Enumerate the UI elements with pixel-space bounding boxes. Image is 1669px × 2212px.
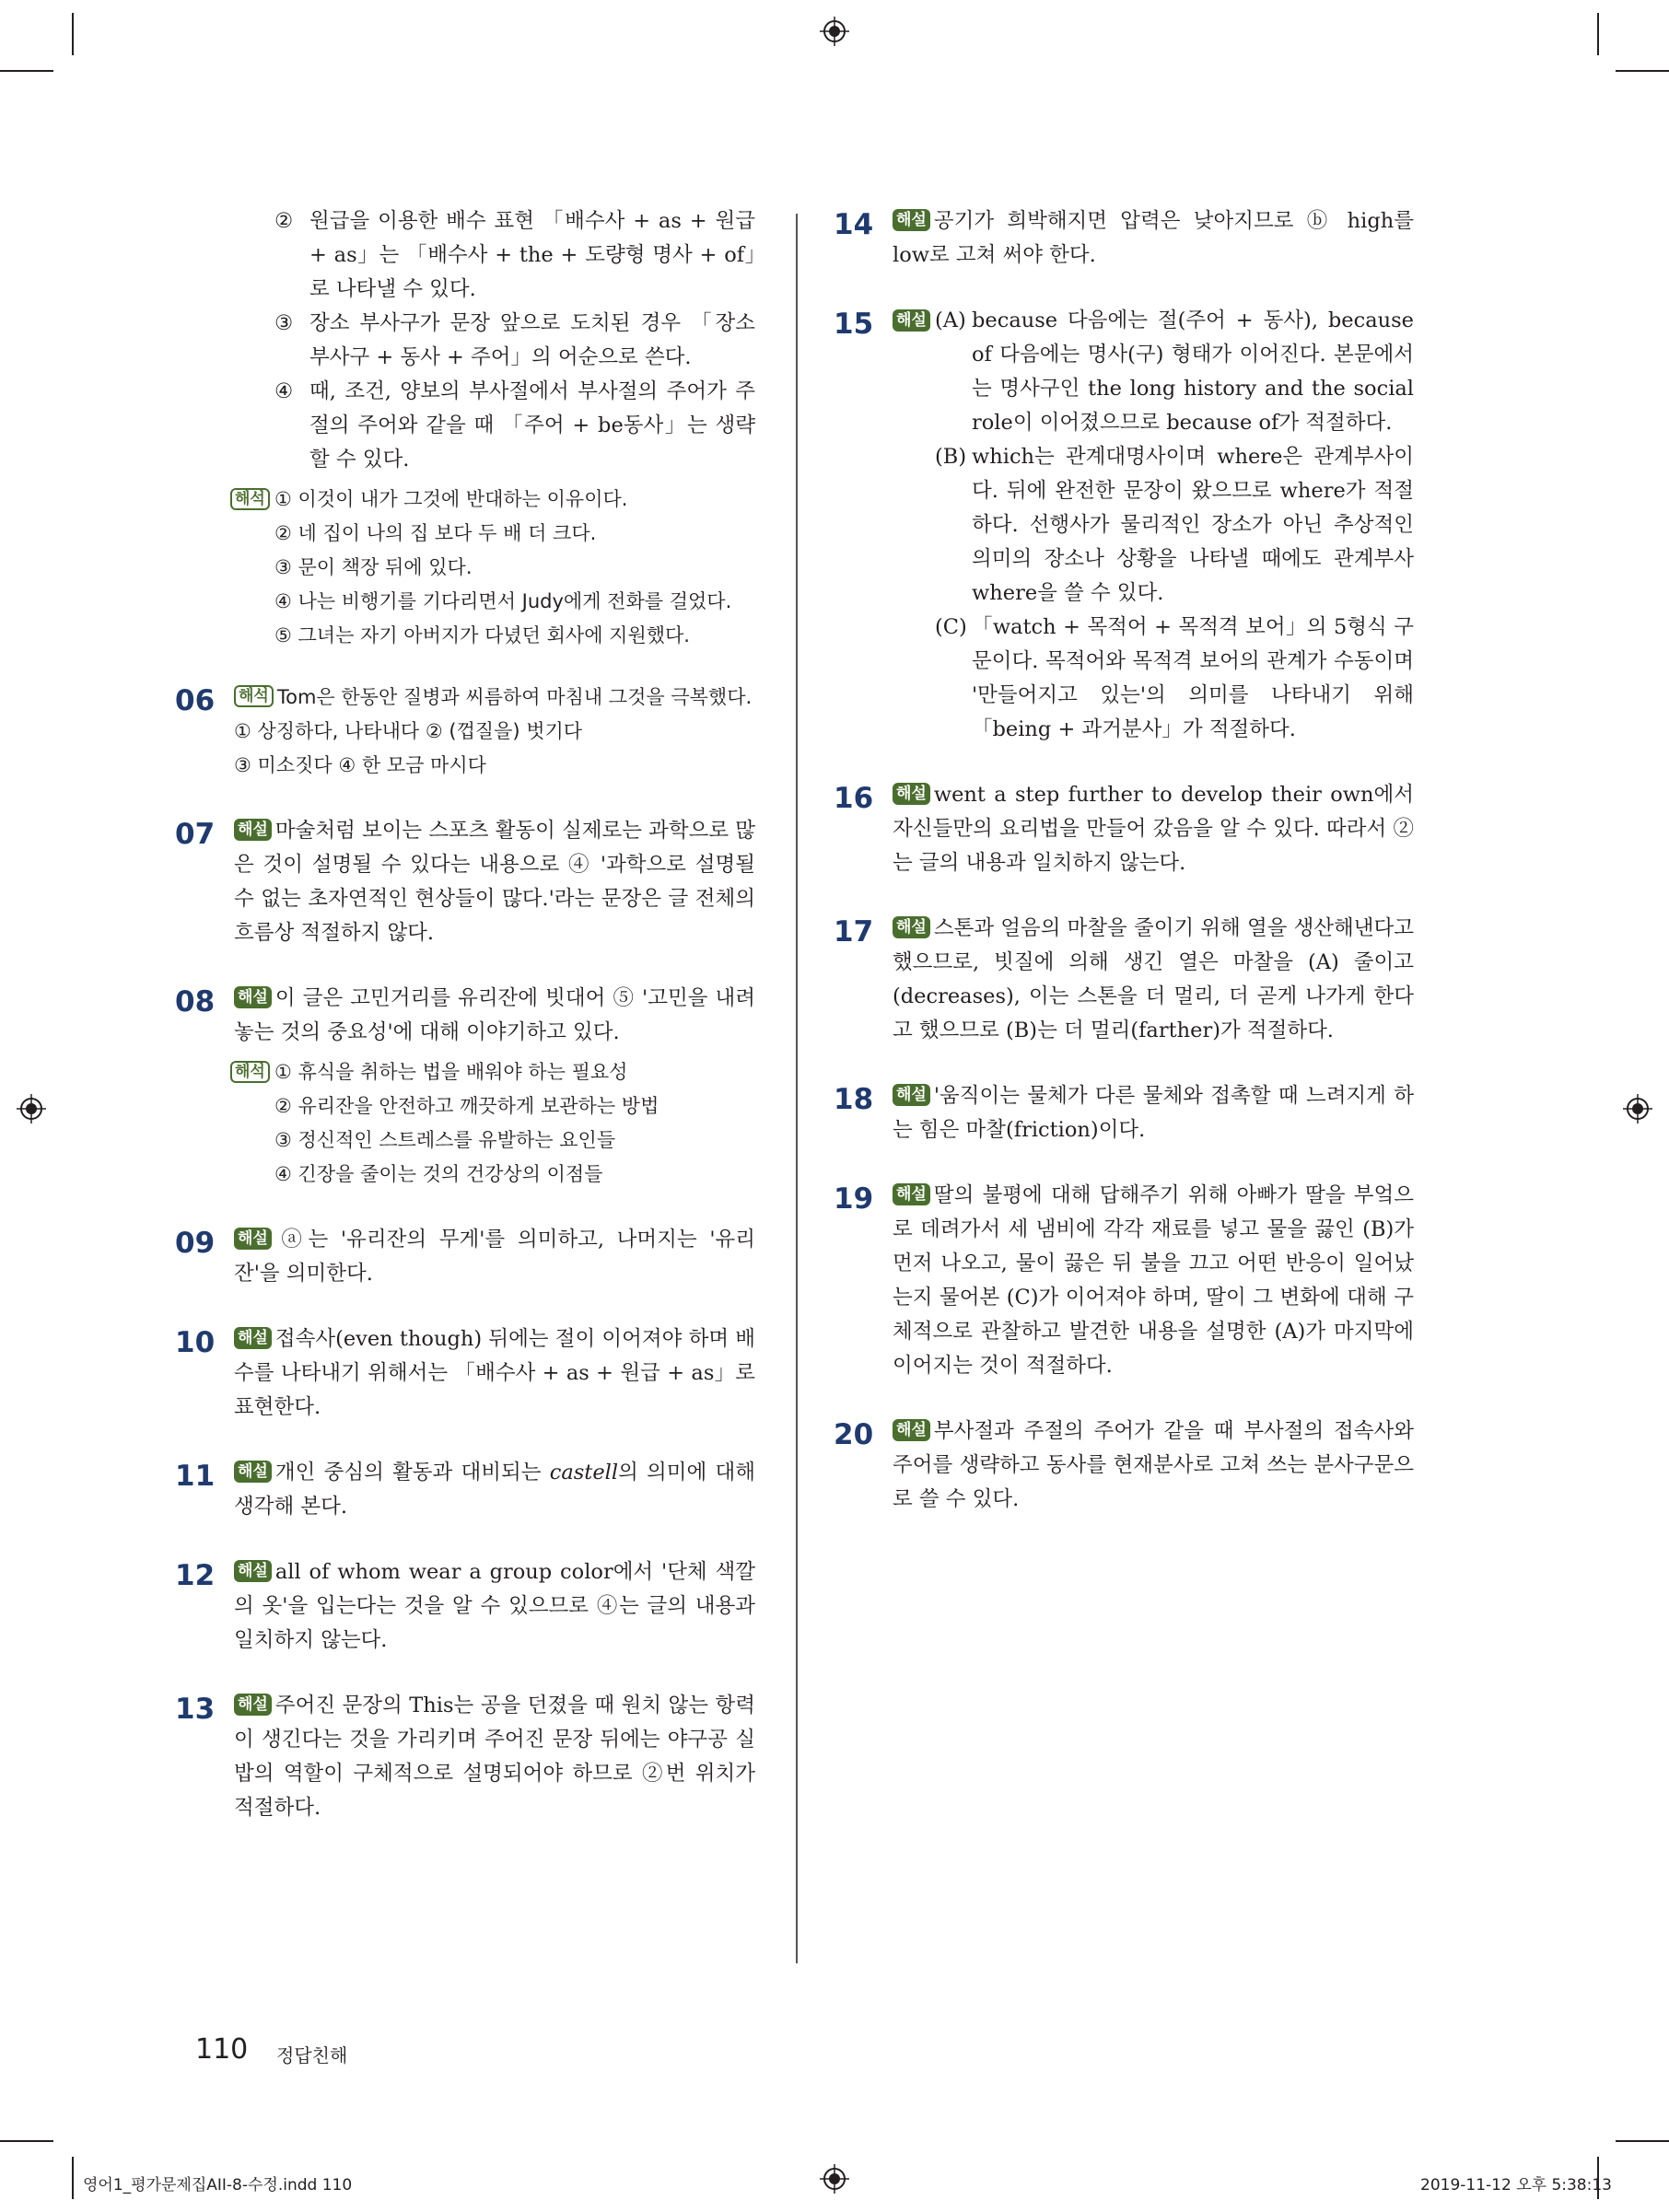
column-divider bbox=[796, 214, 798, 1963]
question-number: 15 bbox=[834, 308, 874, 341]
explanation-text: 마술처럼 보이는 스포츠 활동이 실제로는 과학으로 많은 것이 설명될 수 있다는 내용으로 ④ '과학으로 설명될 수 없는 초자연적인 현상들이 많다.'라는 문장은 글 전체의 흐름상 적절하지 않다. bbox=[234, 819, 755, 945]
question-06 bbox=[175, 681, 755, 783]
translation-line: ④ 긴장을 줄이는 것의 건강상의 이점들 bbox=[274, 1163, 603, 1185]
item-mark: ④ bbox=[274, 379, 294, 403]
translation-block bbox=[230, 483, 755, 653]
crop-mark bbox=[72, 2157, 74, 2199]
registration-mark-icon bbox=[820, 2164, 849, 2194]
explanation bbox=[893, 1415, 1414, 1517]
question-number: 19 bbox=[834, 1182, 874, 1216]
translation-line: ④ 나는 비행기를 기다리면서 Judy에게 전화를 걸었다. bbox=[274, 590, 732, 612]
translation-badge: 해석 bbox=[230, 1061, 270, 1083]
explanation bbox=[234, 982, 755, 1050]
question-17 bbox=[834, 912, 1414, 1048]
registration-mark-icon bbox=[17, 1094, 46, 1123]
translation-line: ① 휴식을 취하는 법을 배워야 하는 필요성 bbox=[274, 1061, 628, 1083]
explanation bbox=[234, 814, 755, 950]
translation-line: ① 이것이 내가 그것에 반대하는 이유이다. bbox=[274, 488, 628, 510]
explanation bbox=[234, 1555, 755, 1658]
explanation-text: 부사절과 주절의 주어가 같을 때 부사절의 접속사와 주어를 생략하고 동사를 현재분사로 고쳐 쓰는 분사구문으로 쓸 수 있다. bbox=[893, 1419, 1414, 1511]
explanation-text: 접속사(even though) 뒤에는 절이 이어져야 하며 배수를 나타내기 위해서는 「배수사 + as + 원급 + as」로 표현한다. bbox=[234, 1327, 755, 1419]
translation-badge: 해석 bbox=[230, 488, 270, 510]
explanation bbox=[893, 1079, 1414, 1147]
question-12 bbox=[175, 1555, 755, 1658]
question-19 bbox=[834, 1179, 1414, 1383]
left-column bbox=[175, 204, 755, 1857]
question-11 bbox=[175, 1456, 755, 1524]
item-text: 장소 부사구가 문장 앞으로 도치된 경우 「장소 부사구 + 동사 + 주어」의 어순으로 쓴다. bbox=[309, 311, 755, 369]
question-number: 10 bbox=[175, 1326, 216, 1359]
question-13 bbox=[175, 1689, 755, 1825]
question-08 bbox=[175, 982, 755, 1192]
choices-line: ③ 미소짓다 ④ 한 모금 마시다 bbox=[234, 754, 486, 776]
choices-line: ① 상징하다, 나타내다 ② (껍질을) 벗기다 bbox=[234, 720, 583, 742]
page-label: 정답친해 bbox=[276, 2044, 348, 2066]
question-16 bbox=[834, 778, 1414, 880]
explanation bbox=[234, 681, 755, 715]
explanation-badge: 해설 bbox=[234, 986, 272, 1008]
explanation-text: 공기가 희박해지면 압력은 낮아지므로 ⓑ high를 low로 고쳐 써야 한다. bbox=[893, 209, 1414, 267]
explanation-badge: 해설 bbox=[234, 1560, 272, 1582]
list-item bbox=[274, 204, 755, 307]
explanation bbox=[234, 1456, 755, 1524]
question-number: 09 bbox=[175, 1227, 216, 1260]
list-item bbox=[935, 304, 1414, 440]
question-number: 18 bbox=[834, 1083, 874, 1116]
explanation-badge: 해설 bbox=[893, 209, 930, 231]
translation-block bbox=[230, 1055, 755, 1192]
explanation-badge: 해설 bbox=[893, 916, 930, 938]
translation-line: ③ 문이 책장 뒤에 있다. bbox=[274, 556, 473, 578]
explanation-badge: 해설 bbox=[893, 1183, 930, 1205]
explanation-text: 의 의미에 대해 생각해 본다. bbox=[234, 1461, 756, 1519]
item-mark: (A) bbox=[935, 309, 966, 332]
crop-mark bbox=[1616, 70, 1669, 72]
item-mark: (B) bbox=[935, 445, 967, 469]
question-number: 20 bbox=[834, 1418, 874, 1451]
explanation-text: 딸의 불평에 대해 답해주기 위해 아빠가 딸을 부엌으로 데려가서 세 냄비에 각각 재료를 넣고 물을 끓인 (B)가 먼저 나오고, 물이 끓은 뒤 불을 끄고 어떤 반응이 일어났는지 물어본 (C)가 이어져야 하며, 딸이 그 변화에 대해 구체적으로 관찰하고 발견한 내용을 설명한 (A)가 마지막에 이어지는 것이 적절하다. bbox=[893, 1183, 1414, 1378]
explanation-text: ⓐ는 '유리잔의 무게'를 의미하고, 나머지는 '유리잔'을 의미한다. bbox=[234, 1228, 755, 1286]
page-number: 110 bbox=[195, 2033, 249, 2066]
explanation-text: 주어진 문장의 This는 공을 던졌을 때 원치 않는 항력이 생긴다는 것을 가리키며 주어진 문장 뒤에는 야구공 실밥의 역할이 구체적으로 설명되어야 하므로 ②번 위치가 적절하다. bbox=[234, 1694, 755, 1820]
explanation-badge: 해설 bbox=[234, 1228, 272, 1250]
list-item bbox=[935, 611, 1414, 747]
translation-badge: 해석 bbox=[234, 685, 274, 707]
question-number: 11 bbox=[175, 1460, 216, 1493]
question-number: 17 bbox=[834, 915, 874, 949]
item-text: which는 관계대명사이며 where은 관계부사이다. 뒤에 완전한 문장이 왔으므로 where가 적절하다. 선행사가 물리적인 장소가 아닌 추상적인 의미의 장소나 상황을 나타낼 때에도 관계부사 where을 쓸 수 있다. bbox=[972, 445, 1414, 605]
translation-line: ③ 정신적인 스트레스를 유발하는 요인들 bbox=[274, 1129, 616, 1151]
question-number: 14 bbox=[834, 208, 874, 241]
explanation bbox=[893, 1179, 1414, 1383]
explanation-badge: 해설 bbox=[234, 1461, 272, 1483]
question-number: 07 bbox=[175, 818, 216, 851]
explanation bbox=[893, 912, 1414, 1048]
crop-mark bbox=[1597, 13, 1599, 55]
explanation-text: Tom은 한동안 질병과 씨름하여 마침내 그것을 극복했다. bbox=[276, 686, 753, 708]
question-number: 16 bbox=[834, 782, 874, 815]
explanation-badge: 해설 bbox=[893, 783, 930, 805]
question-07 bbox=[175, 814, 755, 950]
list-item bbox=[935, 440, 1414, 611]
explanation-text: 스톤과 얼음의 마찰을 줄이기 위해 열을 생산해낸다고 했으므로, 빗질에 의해 생긴 열은 마찰을 (A) 줄이고(decreases), 이는 스톤을 더 멀리, 더 곧게 나가게 한다고 했으므로 (B)는 더 멀리(farther)가 적절하다. bbox=[893, 916, 1414, 1042]
crop-mark bbox=[0, 2140, 53, 2142]
explanation-badge: 해설 bbox=[893, 309, 930, 332]
grammar-items bbox=[274, 204, 755, 477]
question-number: 08 bbox=[175, 985, 216, 1019]
explanation bbox=[234, 1689, 755, 1825]
explanation-badge: 해설 bbox=[893, 1084, 930, 1106]
explanation bbox=[234, 1322, 755, 1425]
print-slug-timestamp: 2019-11-12 오후 5:38:13 bbox=[1420, 2176, 1612, 2195]
question-09 bbox=[175, 1223, 755, 1291]
item-text: 원급을 이용한 배수 표현 「배수사 + as + 원급 + as」는 「배수사 + the + 도량형 명사 + of」로 나타낼 수 있다. bbox=[309, 209, 755, 301]
item-mark: ② bbox=[274, 209, 294, 233]
explanation bbox=[893, 204, 1414, 273]
item-text: because 다음에는 절(주어 + 동사), because of 다음에는 명사(구) 형태가 이어진다. 본문에서는 명사구인 the long history and the social role이 이어졌으므로 because of가 적절하다. bbox=[972, 309, 1414, 435]
item-text: 「watch + 목적어 + 목적격 보어」의 5형식 구문이다. 목적어와 목적격 보어의 관계가 수동이며 '만들어지고 있는'의 의미를 나타내기 위해 「being + 과거분사」가 적절하다. bbox=[972, 615, 1414, 741]
explanation-badge: 해설 bbox=[234, 819, 272, 841]
print-slug-file: 영어1_평가문제집AII-8-수정.indd 110 bbox=[83, 2176, 353, 2195]
question-10 bbox=[175, 1322, 755, 1425]
question-15 bbox=[834, 304, 1414, 747]
explanation-badge: 해설 bbox=[234, 1694, 272, 1716]
item-mark: ③ bbox=[274, 311, 294, 335]
explanation-text: went a step further to develop their own에서 자신들만의 요리법을 만들어 갔음을 알 수 있다. 따라서 ②는 글의 내용과 일치하지 않는다. bbox=[893, 783, 1414, 875]
question-18 bbox=[834, 1079, 1414, 1147]
explanation-text: '움직이는 물체가 다른 물체와 접촉할 때 느려지게 하는 힘은 마찰(friction)이다. bbox=[893, 1084, 1414, 1142]
question-14 bbox=[834, 204, 1414, 273]
item-text: 때, 조건, 양보의 부사절에서 부사절의 주어가 주절의 주어와 같을 때 「주어 + be동사」는 생략할 수 있다. bbox=[309, 379, 755, 472]
explanation bbox=[893, 778, 1414, 880]
item-mark: (C) bbox=[935, 615, 967, 639]
explanation-badge: 해설 bbox=[893, 1419, 930, 1441]
crop-mark bbox=[0, 70, 53, 72]
translation-line: ② 유리잔을 안전하고 깨끗하게 보관하는 방법 bbox=[274, 1095, 659, 1117]
registration-mark-icon bbox=[1623, 1094, 1652, 1123]
question-number: 13 bbox=[175, 1693, 216, 1726]
explanation-text: 개인 중심의 활동과 대비되는 bbox=[274, 1461, 550, 1484]
crop-mark bbox=[72, 13, 74, 55]
crop-mark bbox=[1616, 2140, 1669, 2142]
explanation bbox=[234, 1223, 755, 1291]
right-column bbox=[834, 204, 1414, 1548]
list-item bbox=[274, 307, 755, 375]
explanation-badge: 해설 bbox=[234, 1327, 272, 1349]
question-20 bbox=[834, 1415, 1414, 1517]
explanation-text: 이 글은 고민거리를 유리잔에 빗대어 ⑤ '고민을 내려놓는 것의 중요성'에 대해 이야기하고 있다. bbox=[234, 986, 755, 1044]
registration-mark-icon bbox=[820, 17, 849, 46]
explanation-text: all of whom wear a group color에서 '단체 색깔의 옷'을 입는다는 것을 알 수 있으므로 ④는 글의 내용과 일치하지 않는다. bbox=[234, 1560, 755, 1652]
translation-line: ⑤ 그녀는 자기 아버지가 다녔던 회사에 지원했다. bbox=[274, 624, 690, 646]
question-05-continued bbox=[175, 204, 755, 653]
question-number: 06 bbox=[175, 684, 216, 717]
translation-line: ② 네 집이 나의 집 보다 두 배 더 크다. bbox=[274, 522, 597, 544]
explanation-italic: castell bbox=[549, 1461, 619, 1484]
question-number: 12 bbox=[175, 1559, 216, 1592]
list-item bbox=[274, 375, 755, 477]
